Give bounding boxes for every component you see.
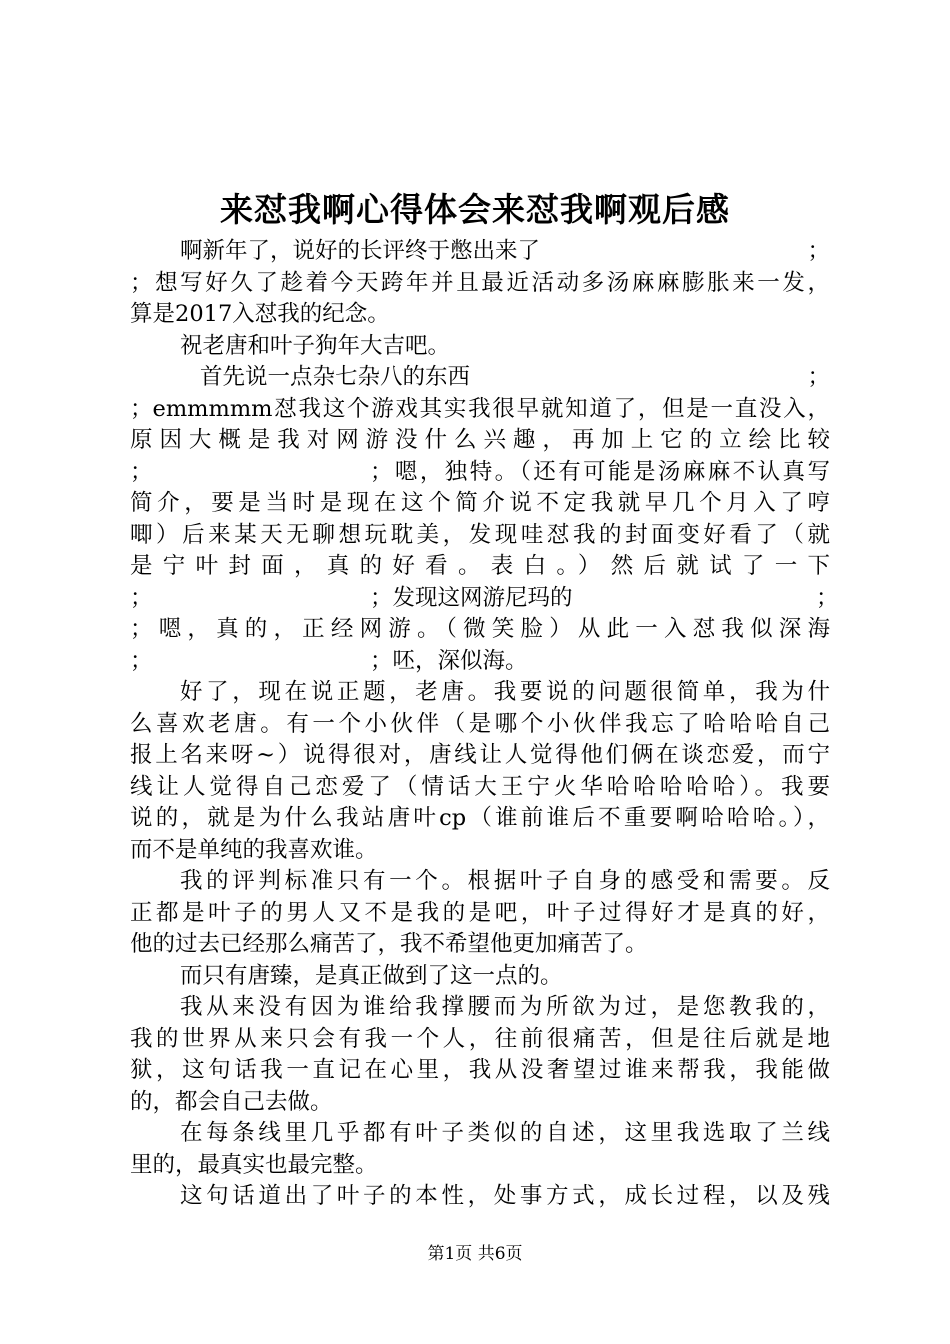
text-segment: ；发现这网游尼玛的 xyxy=(370,584,573,611)
text-line xyxy=(130,457,830,489)
document-title: 来怼我啊心得体会来怼我啊观后感 xyxy=(220,190,730,229)
text-segment: ； xyxy=(130,584,153,611)
page-number: 第1页 共6页 xyxy=(427,1244,523,1264)
text-segment: 首先说一点杂七杂八的东西 xyxy=(200,364,471,390)
text-segment: 啊新年了，说好的长评终于憋出来了 xyxy=(180,238,541,264)
text-line: 里的，最真实也最完整。 xyxy=(130,1151,378,1178)
text-line: 这句话道出了叶子的本性，处事方式，成长过程，以及残 xyxy=(180,1183,830,1209)
text-line: 么喜欢老唐。有一个小伙伴（是哪个小伙伴我忘了哈哈哈自己 xyxy=(130,710,830,737)
text-line: 而只有唐臻，是真正做到了这一点的。 xyxy=(180,962,563,989)
text-line xyxy=(130,236,830,268)
text-line: 好了，现在说正题，老唐。我要说的问题很简单，我为什 xyxy=(180,679,830,705)
text-segment: ；呸，深似海。 xyxy=(370,647,528,674)
text-segment: ； xyxy=(807,238,830,264)
text-line: 是宁叶封面，真的好看。表白。）然后就试了一下 xyxy=(130,553,830,579)
text-line xyxy=(130,362,830,394)
text-segment: ； xyxy=(130,458,153,485)
text-line: 说的，就是为什么我站唐叶cp（谁前谁后不重要啊哈哈哈。）， xyxy=(130,805,830,831)
text-segment: ； xyxy=(816,584,839,611)
text-line: 我的评判标准只有一个。根据叶子自身的感受和需要。反 xyxy=(180,868,830,894)
text-line: 简介，要是当时是现在这个简介说不定我就早几个月入了哼 xyxy=(130,490,830,516)
text-line: 在每条线里几乎都有叶子类似的自述，这里我选取了兰线 xyxy=(180,1120,830,1146)
text-segment: ；嗯，独特。（还有可能是汤麻麻不认真写 xyxy=(370,458,830,485)
text-segment: ； xyxy=(130,647,153,674)
text-line: 算是2017入怼我的纪念。 xyxy=(130,301,390,327)
text-line: 唧）后来某天无聊想玩耽美，发现哇怼我的封面变好看了（就 xyxy=(130,521,830,548)
text-line: 线让人觉得自己恋爱了（情话大王宁火华哈哈哈哈哈）。我要 xyxy=(130,773,830,800)
document-body xyxy=(130,236,839,1213)
text-line: ；想写好久了趁着今天跨年并且最近活动多汤麻麻膨胀来一发， xyxy=(130,269,830,296)
text-line: 祝老唐和叶子狗年大吉吧。 xyxy=(180,332,451,359)
text-line: ；嗯，真的，正经网游。（微笑脸）从此一入怼我似深海 xyxy=(130,616,830,642)
text-line: 狱，这句话我一直记在心里，我从没奢望过谁来帮我，我能做 xyxy=(130,1057,830,1083)
text-line: 报上名来呀~）说得很对，唐线让人觉得他们俩在谈恋爱，而宁 xyxy=(130,742,830,768)
text-line: 的，都会自己去做。 xyxy=(130,1088,333,1115)
text-segment: ； xyxy=(807,364,830,390)
text-line: 原因大概是我对网游没什么兴趣，再加上它的立绘比较 xyxy=(130,427,830,453)
text-line xyxy=(130,583,839,615)
text-line: 他的过去已经那么痛苦了，我不希望他更加痛苦了。 xyxy=(130,931,648,957)
text-line: ；emmmmm怼我这个游戏其实我很早就知道了，但是一直没入， xyxy=(130,395,830,422)
text-line: 我的世界从来只会有我一个人，往前很痛苦，但是往后就是地 xyxy=(130,1025,830,1052)
text-line: 而不是单纯的我喜欢谁。 xyxy=(130,836,378,863)
text-line: 正都是叶子的男人又不是我的是吧，叶子过得好才是真的好， xyxy=(130,899,830,926)
text-line: 我从来没有因为谁给我撑腰而为所欲为过，是您教我的， xyxy=(180,994,830,1020)
text-line xyxy=(130,646,830,678)
